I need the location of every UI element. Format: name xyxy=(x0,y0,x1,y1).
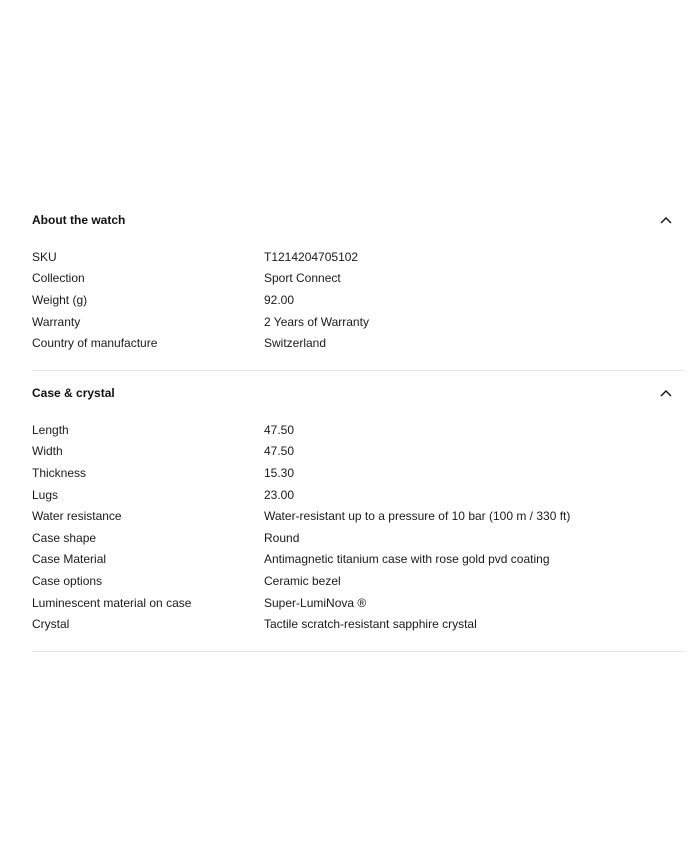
spec-row-lugs xyxy=(32,484,684,506)
section-about-the-watch xyxy=(32,200,684,371)
spec-row-collection xyxy=(32,268,684,290)
spec-value: Water-resistant up to a pressure of 10 bar (100 m / 330 ft) xyxy=(264,509,571,524)
spec-row-case-material xyxy=(32,549,684,571)
spec-label: Weight (g) xyxy=(32,292,88,307)
spec-value: 23.00 xyxy=(264,487,295,502)
section-rows xyxy=(32,413,684,651)
spec-label: Luminescent material on case xyxy=(32,595,192,610)
spec-value: T1214204705102 xyxy=(264,249,359,264)
spec-value: 47.50 xyxy=(264,444,295,459)
spec-row-sku xyxy=(32,246,684,268)
section-title: About the watch xyxy=(32,213,126,227)
spec-label: Lugs xyxy=(32,487,59,502)
chevron-up-icon[interactable] xyxy=(660,387,672,399)
section-case-and-crystal xyxy=(32,373,684,652)
spec-row-water-resistance xyxy=(32,505,684,527)
spec-value: 15.30 xyxy=(264,465,295,480)
section-rows xyxy=(32,240,684,370)
spec-label: Country of manufacture xyxy=(32,336,158,351)
spec-value: Ceramic bezel xyxy=(264,573,341,588)
spec-row-weight xyxy=(32,289,684,311)
spec-label: Case options xyxy=(32,573,103,588)
spec-value: Tactile scratch-resistant sapphire crystal xyxy=(264,617,477,632)
spec-row-case-shape xyxy=(32,527,684,549)
spec-row-case-options xyxy=(32,570,684,592)
spec-value: Switzerland xyxy=(264,336,327,351)
spec-label: Warranty xyxy=(32,314,81,329)
spec-value: 92.00 xyxy=(264,292,295,307)
spec-row-crystal xyxy=(32,613,684,635)
spec-label: Case Material xyxy=(32,552,107,567)
specifications-panel xyxy=(32,200,684,652)
spec-label: Collection xyxy=(32,271,85,286)
spec-row-length xyxy=(32,419,684,441)
spec-label: Crystal xyxy=(32,617,70,632)
spec-label: Thickness xyxy=(32,465,87,480)
spec-label: Length xyxy=(32,422,69,437)
spec-label: Water resistance xyxy=(32,509,122,524)
spec-label: Width xyxy=(32,444,63,459)
spec-row-country-of-manufacture xyxy=(32,332,684,354)
spec-value: Super-LumiNova ® xyxy=(264,595,367,610)
spec-value: Antimagnetic titanium case with rose gold pvd coating xyxy=(264,552,550,567)
spec-value: 2 Years of Warranty xyxy=(264,314,369,329)
spec-label: SKU xyxy=(32,249,57,264)
section-header-case-and-crystal[interactable] xyxy=(32,373,684,413)
spec-row-width xyxy=(32,441,684,463)
spec-label: Case shape xyxy=(32,530,97,545)
section-header-about-the-watch[interactable] xyxy=(32,200,684,240)
spec-value: 47.50 xyxy=(264,422,295,437)
spec-row-luminescent-material xyxy=(32,592,684,614)
spec-row-thickness xyxy=(32,462,684,484)
section-title: Case & crystal xyxy=(32,385,115,400)
spec-value: Round xyxy=(264,530,300,545)
spec-value: Sport Connect xyxy=(264,271,341,286)
spec-row-warranty xyxy=(32,311,684,333)
chevron-up-icon[interactable] xyxy=(660,214,672,226)
